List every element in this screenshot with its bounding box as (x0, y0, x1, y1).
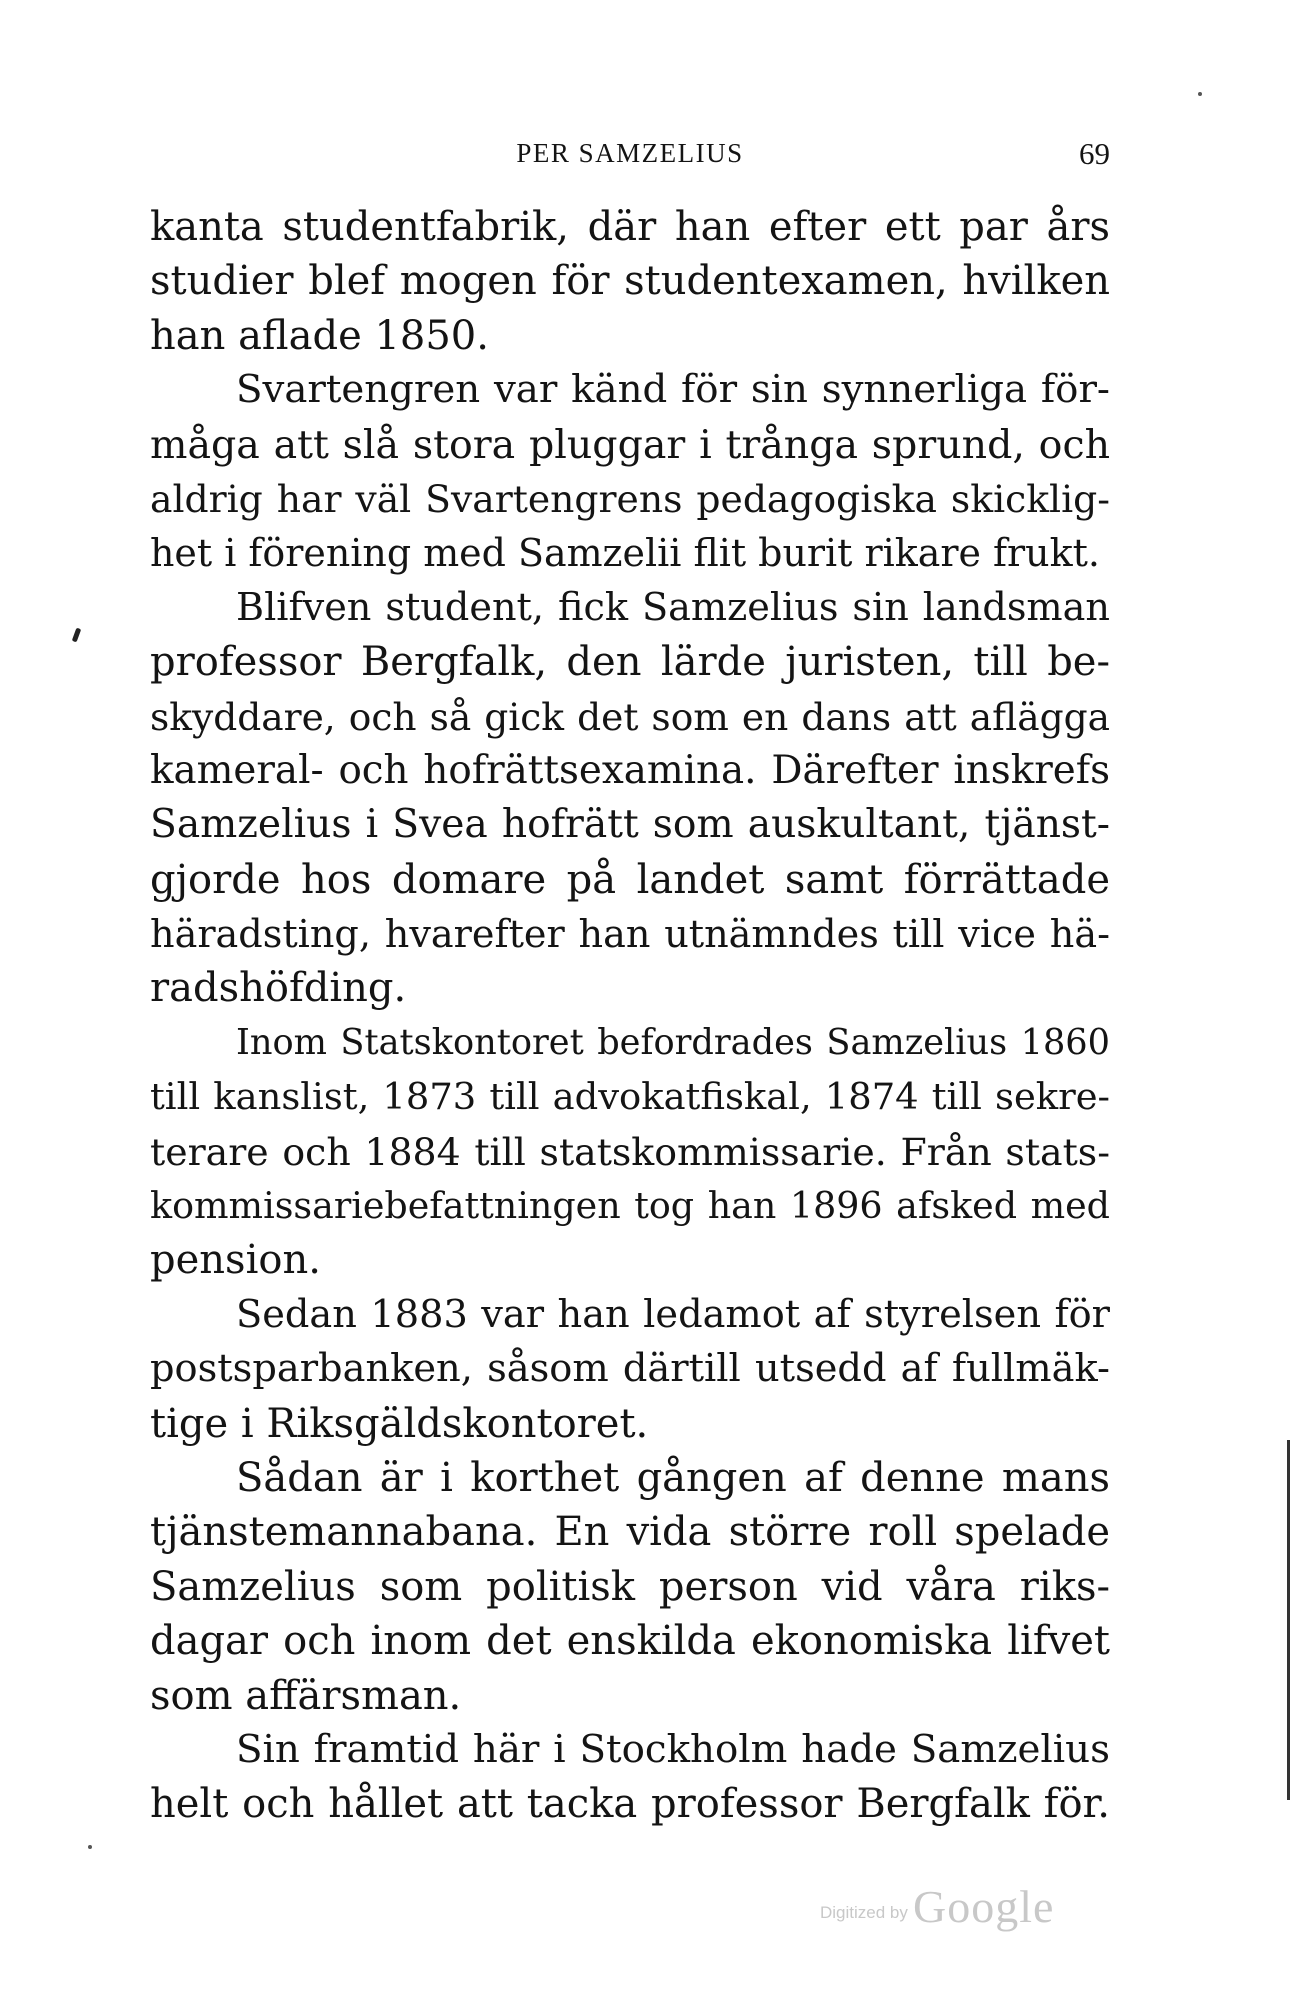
body-text (150, 200, 1110, 1832)
text-line: postsparbanken, såsom därtill utsedd af fullmäk- (150, 1346, 1110, 1392)
text-line: kanta studentfabrik, där han efter ett par års (150, 204, 1110, 250)
text-line: skyddare, och så gick det som en dans att aflägga (150, 694, 1110, 739)
running-title: PER SAMZELIUS (516, 138, 744, 168)
text-line: het i förening med Samzelii flit burit rikare frukt. (150, 531, 1100, 576)
text-line: Svartengren var känd för sin synnerliga för- (236, 367, 1110, 413)
text-line: dagar och inom det enskilda ekonomiska lifvet (150, 1618, 1110, 1665)
text-line: tjänstemannabana. En vida större roll spelade (150, 1509, 1110, 1556)
text-line: radshöfding. (150, 965, 407, 1012)
text-line: Sin framtid här i Stockholm hade Samzelius (236, 1726, 1110, 1772)
text-line: Samzelius i Svea hofrätt som auskultant, tjänst- (150, 802, 1110, 848)
page-number: 69 (1079, 136, 1110, 171)
stray-ink-mark (72, 628, 81, 643)
watermark-prefix: Digitized by (820, 1903, 908, 1922)
text-line: till kanslist, 1873 till advokatfiskal, 1874 till sekre- (150, 1075, 1110, 1119)
text-line: aldrig har väl Svartengrens pedagogiska skicklig- (150, 476, 1110, 521)
digitized-watermark (820, 1880, 1054, 1930)
scan-edge-line (1287, 1440, 1290, 1800)
text-line: som affärsman. (150, 1672, 462, 1719)
text-line: studier blef mogen för studentexamen, hvilken (150, 258, 1110, 305)
scan-speck (88, 1845, 92, 1849)
text-line: terare och 1884 till statskommissarie. Från stats- (150, 1129, 1110, 1174)
text-line: kameral- och hofrättsexamina. Därefter inskrefs (150, 747, 1110, 793)
text-line: häradsting, hvarefter han utnämndes till vice hä- (150, 912, 1110, 957)
scan-speck (1198, 92, 1202, 96)
text-line: Inom Statskontoret befordrades Samzelius 1860 (236, 1021, 1110, 1063)
text-line: måga att slå stora pluggar i trånga sprund, och (150, 421, 1110, 468)
text-line: Samzelius som politisk person vid våra riks- (150, 1563, 1110, 1610)
text-line: kommissariebefattningen tog han 1896 afsked med (150, 1184, 1110, 1228)
text-line: Blifven student, fick Samzelius sin landsman (236, 585, 1110, 630)
text-line: pension. (150, 1237, 321, 1284)
text-line: tige i Riksgäldskontoret. (150, 1400, 649, 1447)
text-line: professor Bergfalk, den lärde juristen, till be- (150, 639, 1110, 686)
text-line: helt och hållet att tacka professor Bergfalk för. (150, 1781, 1110, 1828)
text-line: Sådan är i korthet gången af denne mans (236, 1454, 1110, 1501)
google-logo: Google (912, 1881, 1055, 1932)
running-head (150, 138, 1110, 178)
text-line: han aflade 1850. (150, 312, 489, 359)
text-line: Sedan 1883 var han ledamot af styrelsen för (236, 1291, 1110, 1337)
text-line: gjorde hos domare på landet samt förrättade (150, 856, 1110, 903)
